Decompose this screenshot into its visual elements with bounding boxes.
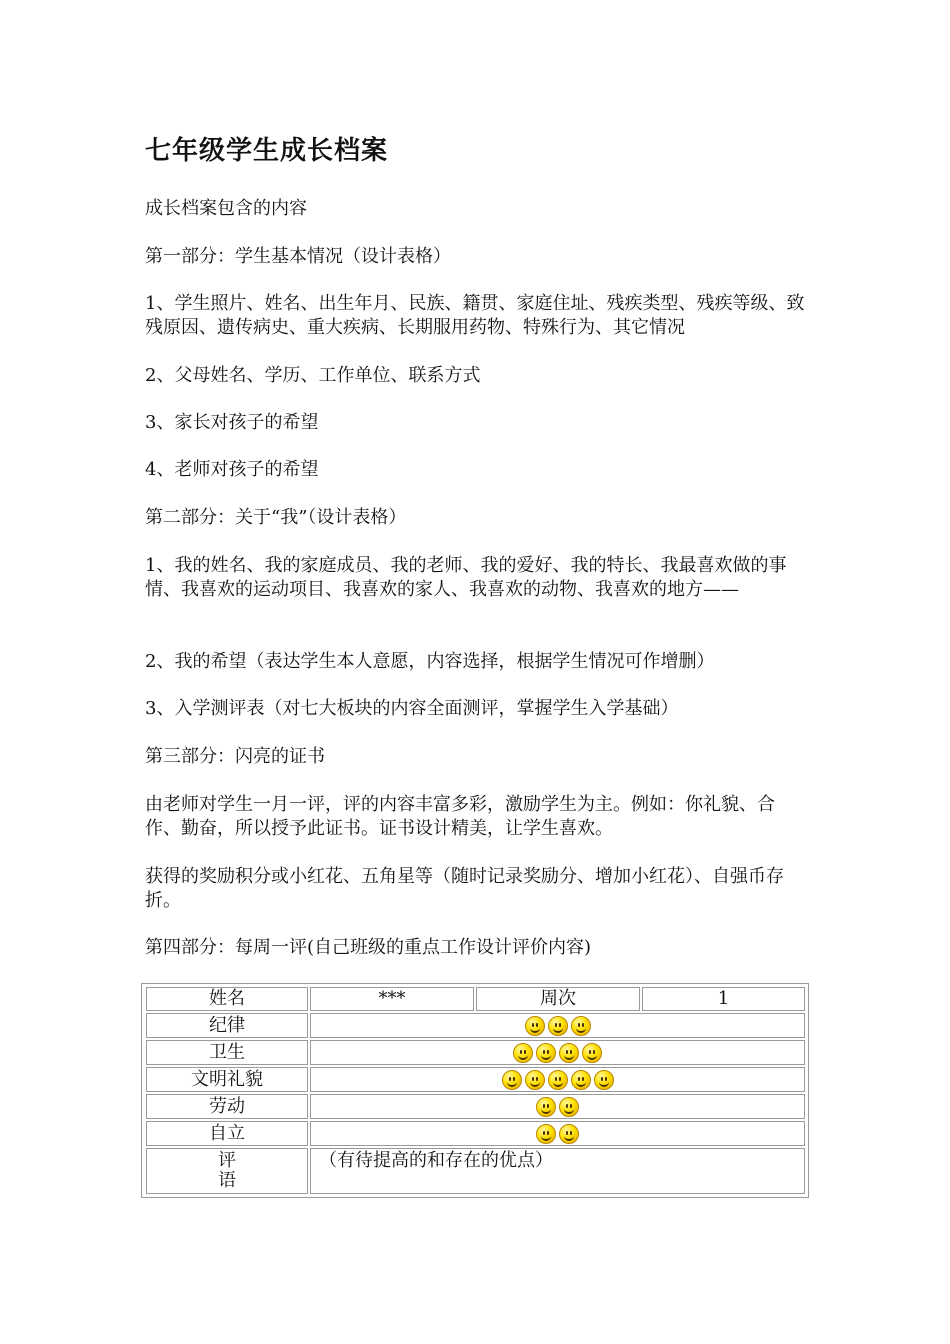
paragraph: 1、我的姓名、我的家庭成员、我的老师、我的爱好、我的特长、我最喜欢做的事情、我喜欢的运动项目、我喜欢的家人、我喜欢的动物、我喜欢的地方—— — [145, 555, 787, 600]
table-row-rating — [310, 1040, 805, 1065]
table-row-label: 卫生 — [146, 1040, 308, 1065]
smiley-face-icon — [548, 1016, 568, 1036]
section-heading-1: 第一部分：学生基本情况（设计表格） — [145, 246, 451, 267]
paragraph: 2、我的希望（表达学生本人意愿，内容选择，根据学生情况可作增删） — [145, 651, 715, 672]
smiley-face-icon — [525, 1070, 545, 1090]
smiley-face-icon — [559, 1124, 579, 1144]
smiley-group — [512, 1043, 604, 1063]
paragraph: 获得的奖励积分或小红花、五角星等（随时记录奖励分、增加小红花）、自强币存折。 — [145, 866, 784, 911]
smiley-face-icon — [571, 1016, 591, 1036]
table-header-week-value: 1 — [642, 987, 805, 1011]
smiley-group — [523, 1016, 592, 1036]
paragraph: 3、家长对孩子的希望 — [145, 412, 319, 433]
smiley-group — [535, 1124, 581, 1144]
smiley-face-icon — [582, 1043, 602, 1063]
section-heading-4: 第四部分：每周一评(自己班级的重点工作设计评价内容) — [145, 937, 592, 958]
smiley-group — [500, 1070, 615, 1090]
table-header-week-label: 周次 — [476, 987, 640, 1011]
table-row-label: 纪律 — [146, 1013, 308, 1038]
smiley-face-icon — [525, 1016, 545, 1036]
table-header-name-value: *** — [310, 987, 474, 1011]
table-row-label: 文明礼貌 — [146, 1067, 308, 1092]
paragraph: 3、入学测评表（对七大板块的内容全面测评，掌握学生入学基础） — [145, 698, 679, 719]
table-comment-text: （有待提高的和存在的优点） — [310, 1148, 805, 1194]
table-header-name-label: 姓名 — [146, 987, 308, 1011]
section-heading-2: 第二部分：关于“我”（设计表格） — [145, 507, 407, 528]
paragraph: 1、学生照片、姓名、出生年月、民族、籍贯、家庭住址、残疾类型、残疾等级、致残原因、遗传病史、重大疾病、长期服用药物、特殊行为、其它情况 — [145, 293, 805, 338]
paragraph: 2、父母姓名、学历、工作单位、联系方式 — [145, 365, 481, 386]
smiley-face-icon — [571, 1070, 591, 1090]
table-row-label: 劳动 — [146, 1094, 308, 1119]
table-row-label: 自立 — [146, 1121, 308, 1146]
smiley-face-icon — [502, 1070, 522, 1090]
weekly-evaluation-table — [141, 983, 809, 1198]
smiley-face-icon — [536, 1097, 556, 1117]
smiley-face-icon — [513, 1043, 533, 1063]
smiley-group — [535, 1097, 581, 1117]
section-heading-3: 第三部分：闪亮的证书 — [145, 746, 325, 767]
comment-label-top: 评 — [218, 1150, 236, 1171]
smiley-face-icon — [536, 1124, 556, 1144]
smiley-face-icon — [559, 1097, 579, 1117]
paragraph: 成长档案包含的内容 — [145, 198, 307, 219]
smiley-face-icon — [559, 1043, 579, 1063]
smiley-face-icon — [594, 1070, 614, 1090]
paragraph: 由老师对学生一月一评，评的内容丰富多彩，激励学生为主。例如：你礼貌、合作、勤奋，所以授予此证书。证书设计精美，让学生喜欢。 — [145, 794, 775, 839]
comment-label-bottom: 语 — [218, 1170, 236, 1191]
smiley-face-icon — [548, 1070, 568, 1090]
document-title: 七年级学生成长档案 — [145, 136, 389, 166]
smiley-face-icon — [536, 1043, 556, 1063]
table-row-rating — [310, 1067, 805, 1092]
table-comment-label — [146, 1148, 308, 1194]
table-row-rating — [310, 1094, 805, 1119]
table-row-rating — [310, 1013, 805, 1038]
paragraph: 4、老师对孩子的希望 — [145, 459, 319, 480]
table-row-rating — [310, 1121, 805, 1146]
